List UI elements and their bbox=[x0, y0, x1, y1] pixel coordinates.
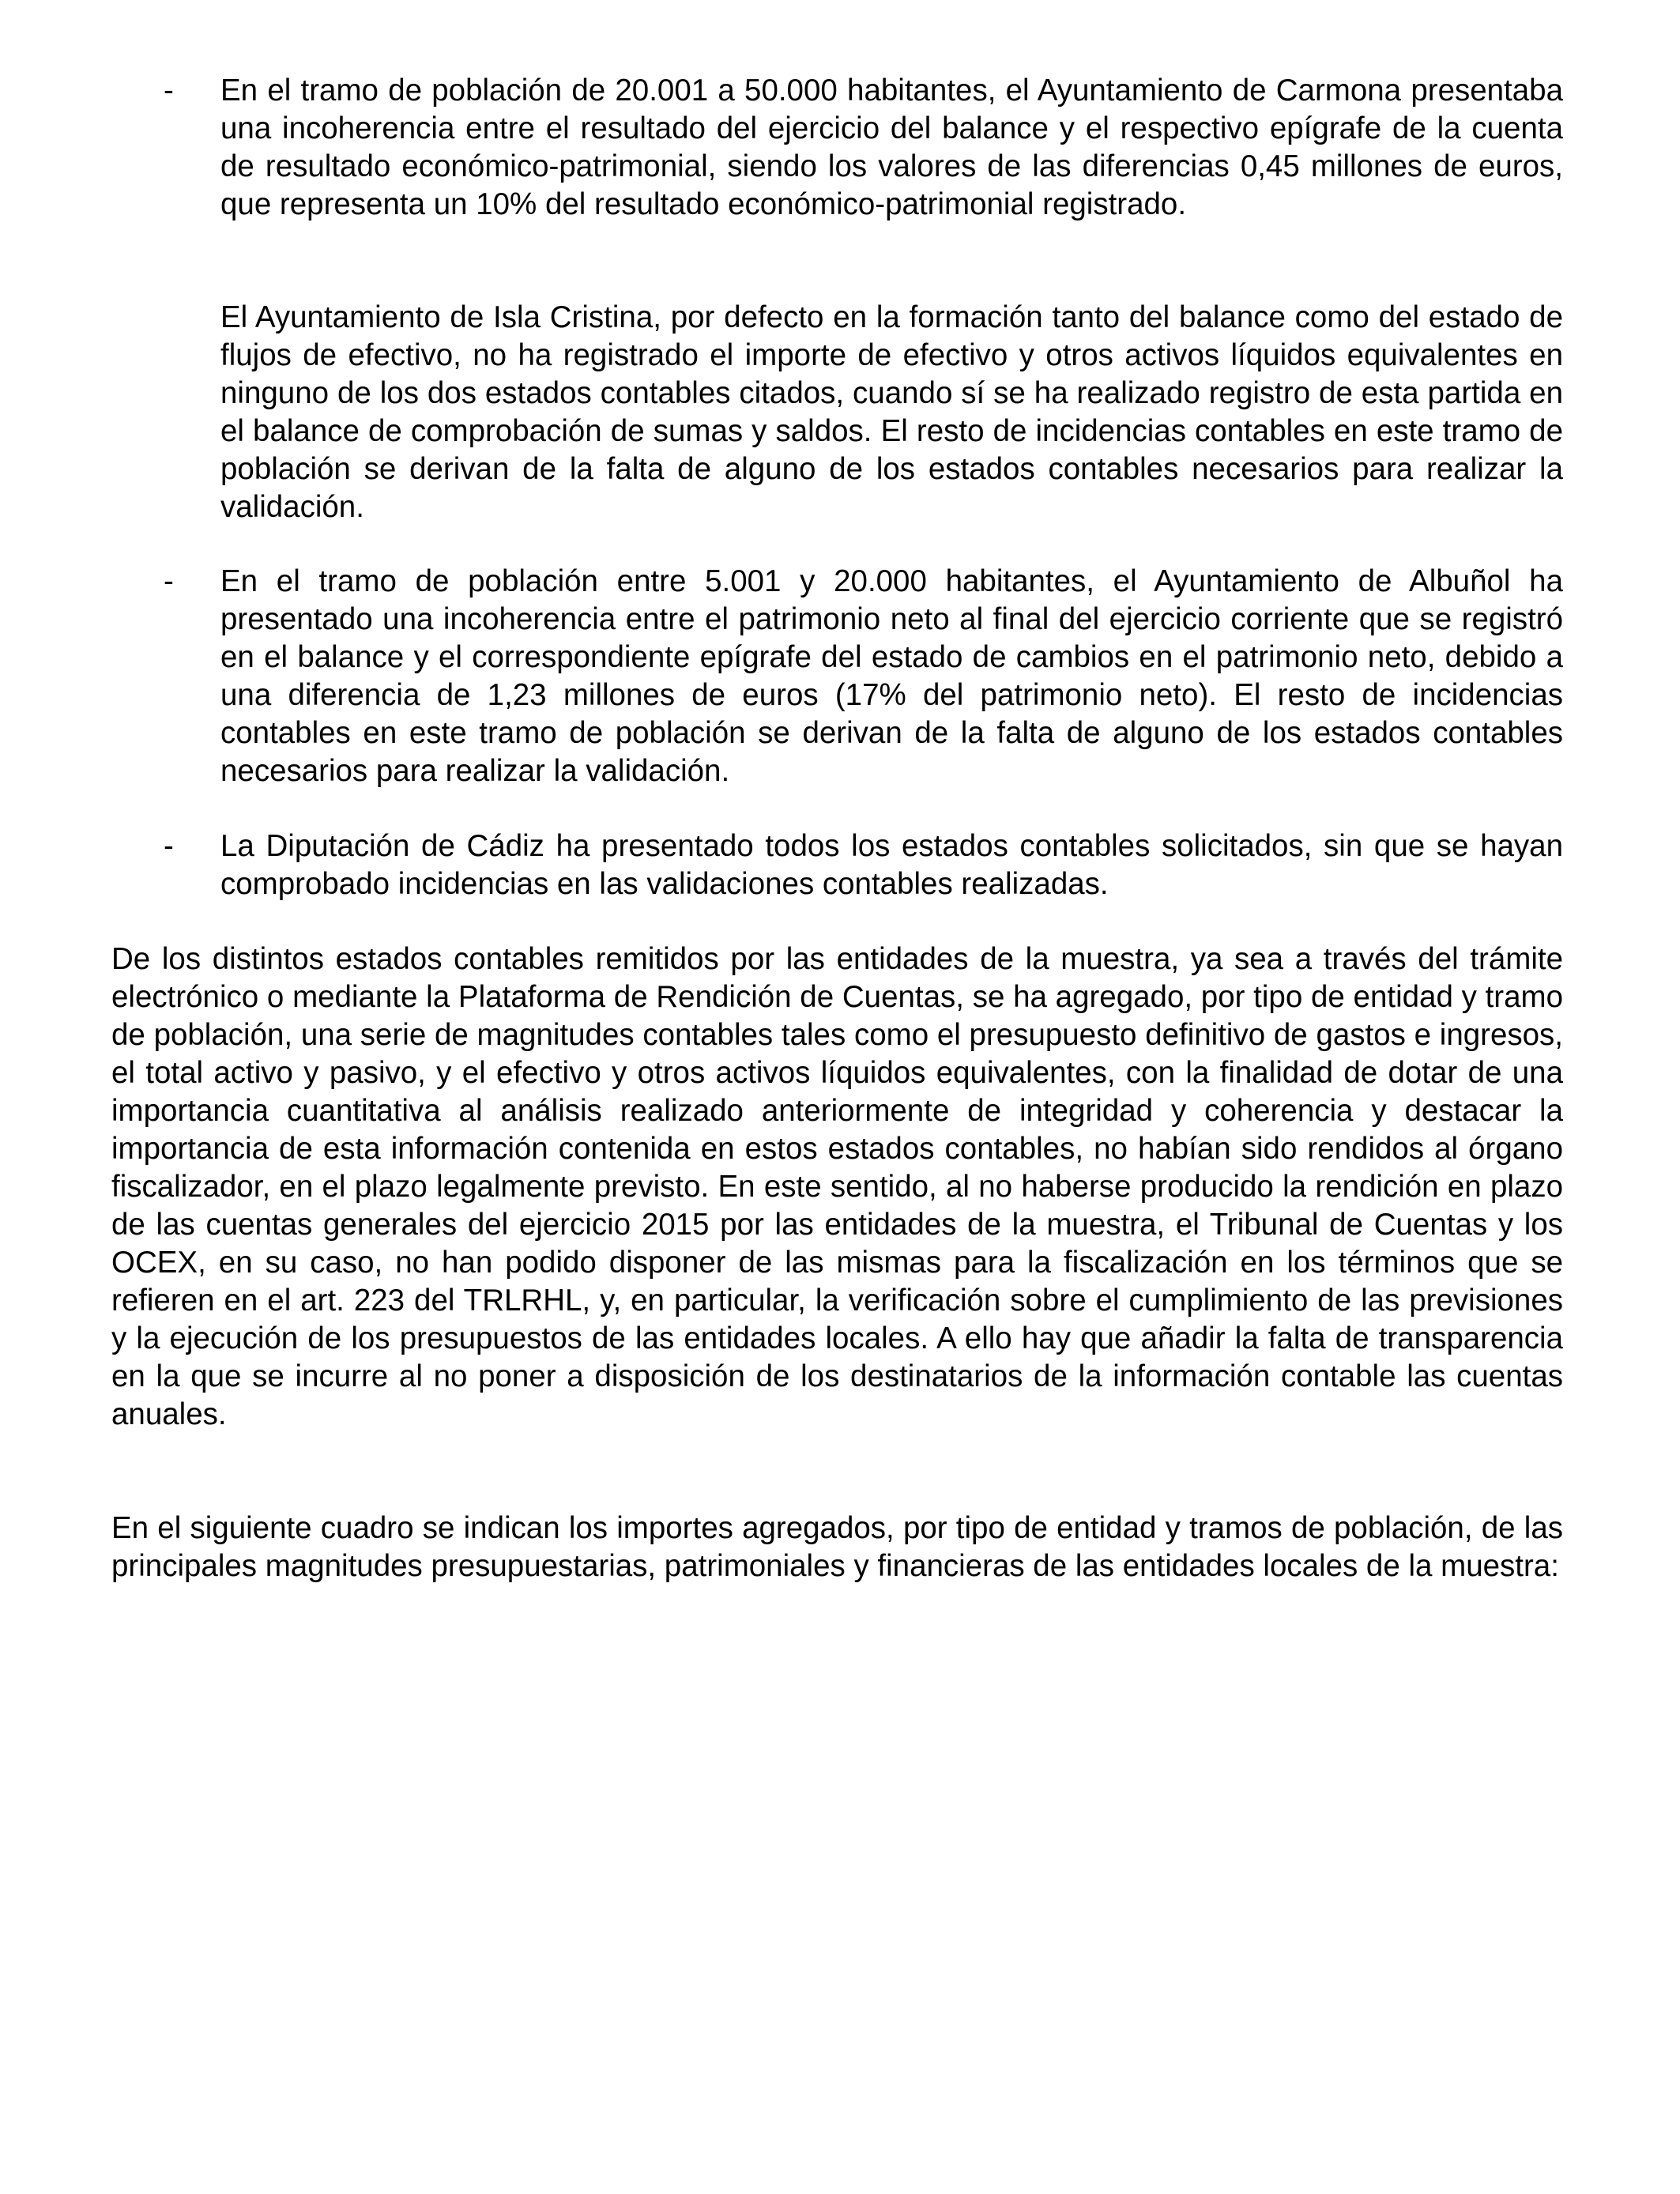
paragraph-text: En el siguiente cuadro se indican los importes agregados, por tipo de entidad y tramos de población, de las principales magnitudes presupuestarias, patrimoniales y financieras de las entidades locales de la muestra: bbox=[111, 1511, 1563, 1583]
body-paragraph-magnitudes bbox=[111, 941, 1563, 1434]
bullet-dash: - bbox=[164, 74, 174, 107]
body-paragraph-cuadro-intro bbox=[111, 1510, 1563, 1585]
list-item-cadiz bbox=[164, 827, 1563, 903]
list-item-text: En el tramo de población de 20.001 a 50.000 habitantes, el Ayuntamiento de Carmona presentaba una incoherencia entre el resultado del ejercicio del balance y el respectivo epígrafe de la cuenta de resultado económico-patrimonial, siendo los valores de las diferencias 0,45 millones de euros, que representa un 10% del resultado económico-patrimonial registrado. bbox=[220, 74, 1563, 221]
bullet-dash: - bbox=[164, 829, 174, 863]
subparagraph-text: El Ayuntamiento de Isla Cristina, por defecto en la formación tanto del balance como del estado de flujos de efectivo, no ha registrado el importe de efectivo y otros activos líquidos equivalentes en ninguno de los dos estados contables citados, cuando sí se ha realizado registro de esta partida en el balance de comprobación de sumas y saldos. El resto de incidencias contables en este tramo de población se derivan de la falta de alguno de los estados contables necesarios para realizar la validación. bbox=[220, 300, 1563, 524]
list-item-carmona bbox=[164, 72, 1563, 224]
list-item-text: En el tramo de población entre 5.001 y 20.000 habitantes, el Ayuntamiento de Albuñol ha presentado una incoherencia entre el patrimonio neto al final del ejercicio corriente que se registró en el balance y el correspondiente epígrafe del estado de cambios en el patrimonio neto, debido a una diferencia de 1,23 millones de euros (17% del patrimonio neto). El resto de incidencias contables en este tramo de población se derivan de la falta de alguno de los estados contables necesarios para realizar la validación. bbox=[220, 564, 1563, 788]
subparagraph-isla-cristina bbox=[220, 299, 1563, 526]
list-item-albunol bbox=[164, 563, 1563, 790]
list-item-text: La Diputación de Cádiz ha presentado todos los estados contables solicitados, sin que se hayan comprobado incidencias en las validaciones contables realizadas. bbox=[220, 829, 1563, 901]
paragraph-text: De los distintos estados contables remitidos por las entidades de la muestra, ya sea a través del trámite electrónico o mediante la Plataforma de Rendición de Cuentas, se ha agregado, por tipo de entidad y tramo de población, una serie de magnitudes contables tales como el presupuesto definitivo de gastos e ingresos, el total activo y pasivo, y el efectivo y otros activos líquidos equivalentes, con la finalidad de dotar de una importancia cuantitativa al análisis realizado anteriormente de integridad y coherencia y destacar la importancia de esta información contenida en estos estados contables, no habían sido rendidos al órgano fiscalizador, en el plazo legalmente previsto. En este sentido, al no haberse producido la rendición en plazo de las cuentas generales del ejercicio 2015 por las entidades de la muestra, el Tribunal de Cuentas y los OCEX, en su caso, no han podido disponer de las mismas para la fiscalización en los términos que se refieren en el art. 223 del TRLRHL, y, en particular, la verificación sobre el cumplimiento de las previsiones y la ejecución de los presupuestos de las entidades locales. A ello hay que añadir la falta de transparencia en la que se incurre al no poner a disposición de los destinatarios de la información contable las cuentas anuales. bbox=[111, 942, 1563, 1431]
bullet-dash: - bbox=[164, 564, 174, 598]
